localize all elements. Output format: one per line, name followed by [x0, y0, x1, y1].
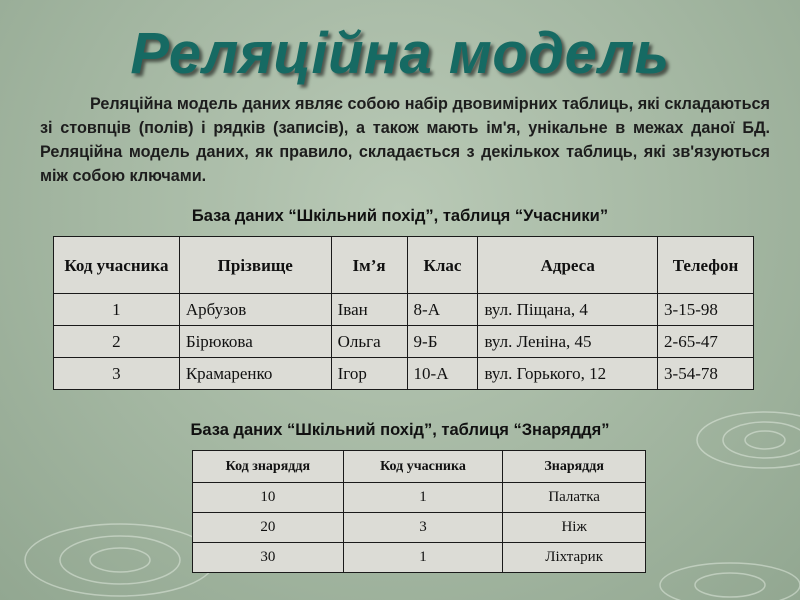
table-cell: Бірюкова	[179, 326, 331, 358]
table-cell: 3-54-78	[658, 358, 754, 390]
table-cell: 1	[343, 483, 503, 513]
table-header-row	[54, 237, 754, 294]
table-cell: 2	[54, 326, 180, 358]
table-cell: 1	[343, 543, 503, 573]
table-cell: 30	[193, 543, 344, 573]
table-row	[193, 543, 646, 573]
table-cell: 3-15-98	[658, 294, 754, 326]
table-cell: Ольга	[331, 326, 407, 358]
header-cell: Код учасника	[343, 451, 503, 483]
header-cell: Знаряддя	[503, 451, 646, 483]
table-cell: Ніж	[503, 513, 646, 543]
table-cell: Палатка	[503, 483, 646, 513]
header-cell: Ім’я	[331, 237, 407, 294]
table-cell: 10-А	[407, 358, 478, 390]
table1-caption: База даних “Шкільний похід”, таблиця “Учасники”	[191, 207, 609, 225]
table-row	[193, 513, 646, 543]
table-cell: вул. Горького, 12	[478, 358, 658, 390]
table-cell: 1	[54, 294, 180, 326]
equipment-table	[192, 450, 646, 573]
table-cell: Крамаренко	[179, 358, 331, 390]
table-cell: Іван	[331, 294, 407, 326]
table-cell: 8-А	[407, 294, 478, 326]
table-header-row	[193, 451, 646, 483]
table-cell: 20	[193, 513, 344, 543]
table-cell: Ліхтарик	[503, 543, 646, 573]
table-cell: 9-Б	[407, 326, 478, 358]
table-row	[54, 358, 754, 390]
participants-table	[53, 236, 754, 390]
header-cell: Код знаряддя	[193, 451, 344, 483]
table-cell: 3	[54, 358, 180, 390]
table2-caption: База даних “Шкільний похід”, таблиця “Знаряддя”	[190, 421, 610, 439]
header-cell: Код учасника	[54, 237, 180, 294]
table-row	[54, 326, 754, 358]
table-cell: вул. Піщана, 4	[478, 294, 658, 326]
table-cell: 2-65-47	[658, 326, 754, 358]
slide-title: Реляційна модель	[130, 21, 670, 86]
header-cell: Адреса	[478, 237, 658, 294]
table-cell: вул. Леніна, 45	[478, 326, 658, 358]
table-cell: 10	[193, 483, 344, 513]
table-row	[54, 294, 754, 326]
table-row	[193, 483, 646, 513]
header-cell: Прізвище	[179, 237, 331, 294]
intro-paragraph: Реляційна модель даних являє собою набір двовимірних таблиць, які складаються зі стовпців (полів) і рядків (записів), а також мають ім'я, унікальне в межах даної БД. Реляційна модель даних, як правило, складається з декількох таблиць, які зв'язуються між собою ключами.	[40, 95, 770, 185]
table-cell: Арбузов	[179, 294, 331, 326]
header-cell: Телефон	[658, 237, 754, 294]
table-cell: Ігор	[331, 358, 407, 390]
table-cell: 3	[343, 513, 503, 543]
header-cell: Клас	[407, 237, 478, 294]
